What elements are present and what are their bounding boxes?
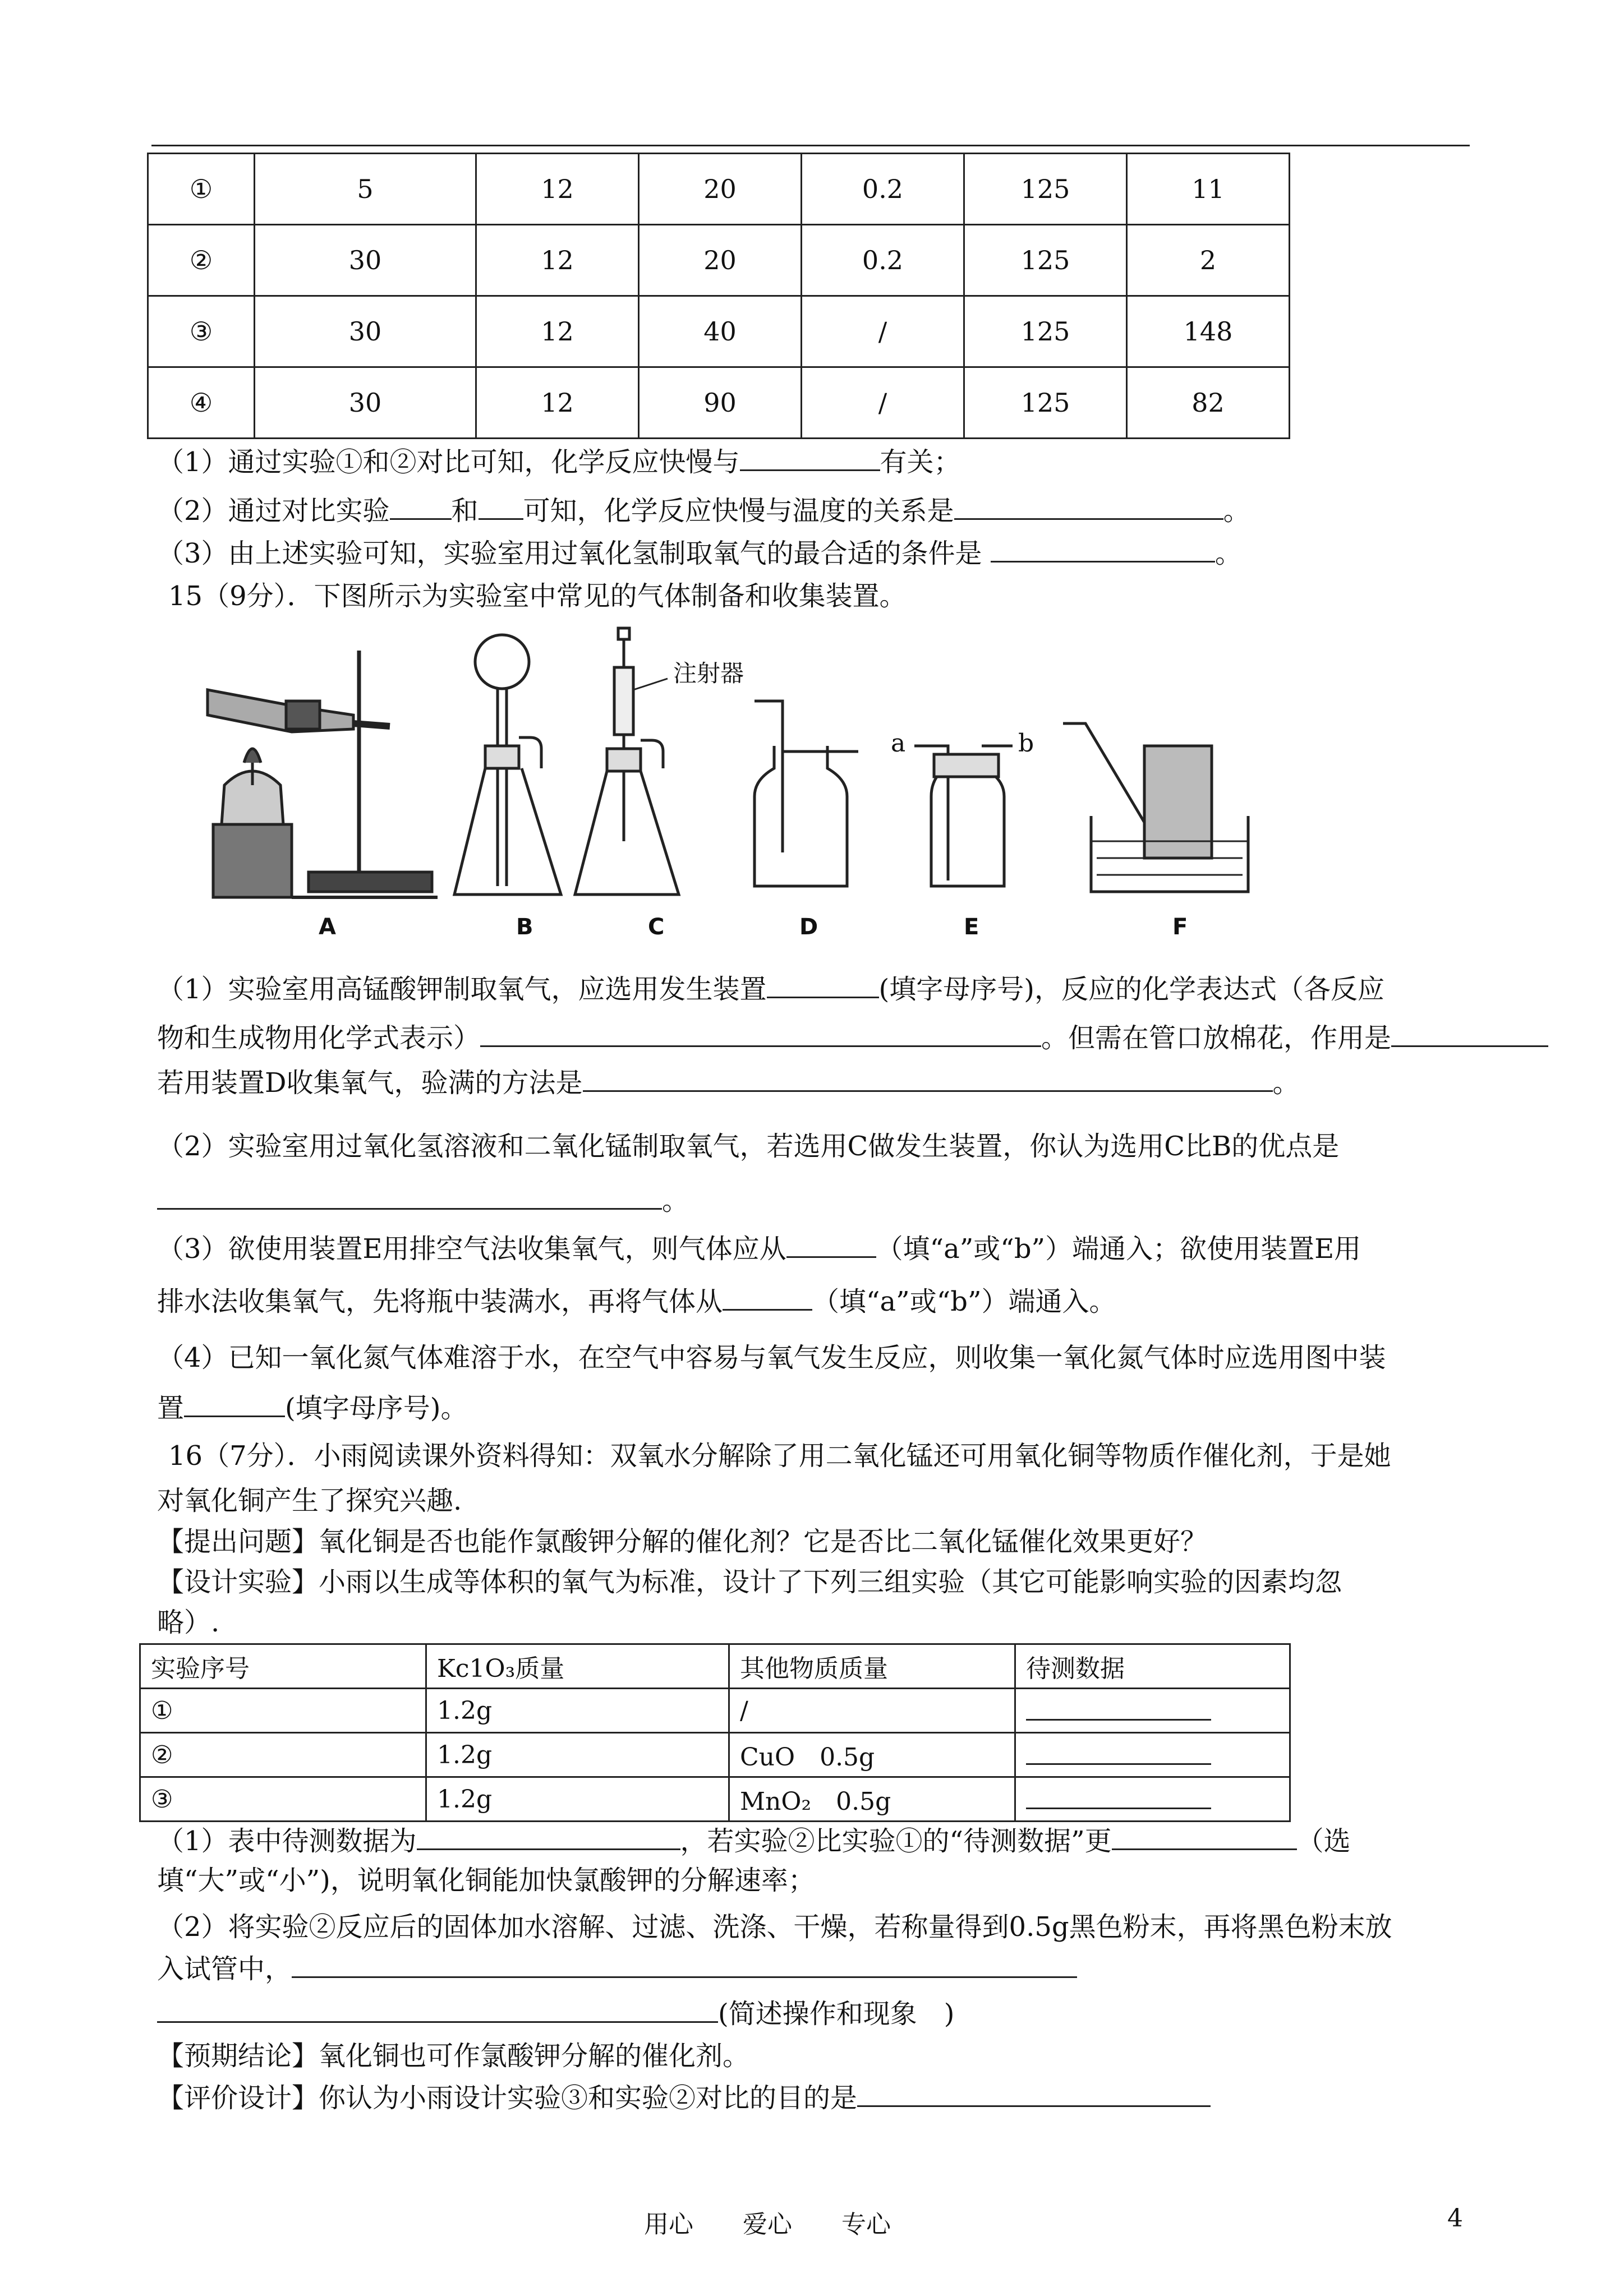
text: (填字母序号)。: [285, 1393, 468, 1424]
table-cell: 12: [476, 296, 639, 367]
table-row: [148, 367, 1290, 439]
label-a: A: [319, 914, 336, 940]
text: 物和生成物用化学式表示）: [157, 1022, 481, 1054]
q15-p4-line1: （4）已知一氧化氮气体难溶于水，在空气中容易与氧气发生反应，则收集一氧化氮气体时应选用图中装: [157, 1342, 1386, 1373]
port-b-label: b: [1018, 729, 1034, 758]
table-cell: 30: [255, 225, 476, 296]
apparatus-c: [575, 628, 679, 895]
answer-blank[interactable]: [1391, 1021, 1548, 1047]
table-cell: 125: [964, 367, 1127, 439]
text: 排水法收集氧气，先将瓶中装满水，再将气体从: [157, 1286, 723, 1317]
table-cell: 90: [639, 367, 802, 439]
table-cell: 148: [1127, 296, 1290, 367]
footer-motto: 用心 爱心 专心: [644, 2210, 891, 2239]
label-c: C: [648, 914, 665, 940]
text: 有关；: [880, 446, 961, 478]
q15-p3-line2: [157, 1284, 1116, 1319]
q16-design-2: 略）.: [157, 1607, 220, 1638]
text: 置: [157, 1393, 185, 1424]
answer-blank[interactable]: [157, 1997, 718, 2023]
answer-blank[interactable]: [1026, 1739, 1211, 1765]
table-cell: 20: [639, 225, 802, 296]
table-row: [140, 1689, 1290, 1733]
header-cell: 待测数据: [1015, 1644, 1290, 1689]
text: 若用装置D收集氧气，验满的方法是: [157, 1067, 583, 1099]
answer-blank[interactable]: [786, 1232, 876, 1258]
text: （1）通过实验①和②对比可知，化学反应快慢与: [157, 446, 740, 478]
table-cell: ④: [148, 367, 255, 439]
q16-a1-line2: 填“大”或“小”)，说明氧化铜能加快氯酸钾的分解速率；: [157, 1865, 815, 1896]
text: （1）表中待测数据为: [157, 1825, 417, 1857]
answer-blank[interactable]: [1026, 1783, 1211, 1809]
text: （1）实验室用高锰酸钾制取氧气，应选用发生装置: [157, 974, 767, 1005]
q15-p1-line2: [157, 1021, 1548, 1055]
q15-p1-line1: [157, 972, 1384, 1007]
header-cell: 实验序号: [140, 1644, 426, 1689]
text: （填“a”或“b”）端通入；欲使用装置E用: [876, 1233, 1361, 1265]
experiment-table-2: [139, 1643, 1291, 1822]
apparatus-d: [755, 701, 858, 886]
q15-p4-line2: [157, 1391, 467, 1426]
answer-blank[interactable]: [1026, 1694, 1211, 1721]
text: 。: [1272, 1067, 1300, 1099]
text: （2）通过对比实验: [157, 495, 390, 527]
table-cell: MnO₂ 0.5g: [729, 1777, 1015, 1822]
table-cell: 1.2g: [426, 1733, 729, 1777]
label-f: F: [1172, 914, 1188, 940]
table-cell: 5: [255, 154, 476, 225]
answer-cell[interactable]: [1015, 1689, 1290, 1733]
q14-line-3: [157, 536, 1242, 571]
table-cell: 2: [1127, 225, 1290, 296]
q16-a1-line1: [157, 1824, 1351, 1859]
table-cell: 12: [476, 154, 639, 225]
text: （选: [1296, 1825, 1351, 1857]
label-b: B: [516, 914, 533, 940]
text: ，若实验②比实验①的“待测数据”更: [680, 1825, 1112, 1857]
table-header-row: [140, 1644, 1290, 1689]
q16-a2-line3: [157, 1997, 954, 2031]
text: (简述操作和现象 ): [718, 1998, 955, 2030]
label-d: D: [799, 914, 818, 940]
apparatus-f: [1063, 723, 1248, 892]
answer-blank[interactable]: [991, 536, 1215, 563]
answer-blank[interactable]: [583, 1066, 1273, 1092]
table-cell: /: [802, 296, 964, 367]
label-e: E: [964, 914, 979, 940]
answer-blank[interactable]: [480, 1021, 1041, 1047]
q16-a2-line1: （2）将实验②反应后的固体加水溶解、过滤、洗涤、干燥，若称量得到0.5g黑色粉末，再将黑色粉末放: [157, 1911, 1392, 1943]
table-cell: 125: [964, 154, 1127, 225]
page-number: 4: [1447, 2204, 1463, 2233]
table-cell: 0.2: [802, 225, 964, 296]
q16-intro-1: 16（7分）．小雨阅读课外资料得知：双氧水分解除了用二氧化锰还可用氧化铜等物质作催化剂，于是她: [168, 1440, 1391, 1472]
text: 入试管中，: [157, 1953, 292, 1985]
answer-blank[interactable]: [417, 1824, 680, 1850]
apparatus-b: [454, 635, 561, 895]
table-cell: 125: [964, 225, 1127, 296]
text: 【评价设计】你认为小雨设计实验③和实验②对比的目的是: [157, 2082, 858, 2114]
table-cell: /: [729, 1689, 1015, 1733]
answer-blank[interactable]: [292, 1952, 1077, 1978]
table-cell: /: [802, 367, 964, 439]
table-cell: ③: [140, 1777, 426, 1822]
q14-line-2: [157, 494, 1250, 528]
gas-apparatus-diagram: [202, 617, 1324, 931]
header-cell: 其他物质质量: [729, 1644, 1015, 1689]
table-cell: ②: [140, 1733, 426, 1777]
table-cell: 20: [639, 154, 802, 225]
text: （3）欲使用装置E用排空气法收集氧气，则气体应从: [157, 1233, 786, 1265]
table-cell: ①: [148, 154, 255, 225]
table-cell: ③: [148, 296, 255, 367]
syringe-label: 注射器: [673, 660, 744, 687]
table-cell: 1.2g: [426, 1777, 729, 1822]
table-cell: 12: [476, 225, 639, 296]
table-row: [148, 296, 1290, 367]
table-row: [148, 225, 1290, 296]
table-cell: 11: [1127, 154, 1290, 225]
apparatus-e: [914, 746, 1013, 886]
table-cell: 0.2: [802, 154, 964, 225]
q16-conclusion: 【预期结论】氧化铜也可作氯酸钾分解的催化剂。: [157, 2040, 750, 2072]
answer-blank[interactable]: [390, 494, 452, 520]
text: 。: [662, 1185, 689, 1216]
answer-blank[interactable]: [479, 494, 523, 520]
q16-design-1: 【设计实验】小雨以生成等体积的氧气为标准，设计了下列三组实验（其它可能影响实验的因素均忽: [157, 1566, 1342, 1598]
apparatus-a: [208, 651, 438, 897]
answer-blank[interactable]: [740, 445, 880, 471]
table-cell: ①: [140, 1689, 426, 1733]
answer-blank[interactable]: [184, 1391, 285, 1417]
table-row: [140, 1777, 1290, 1822]
header-rule: [151, 145, 1470, 146]
table-cell: 82: [1127, 367, 1290, 439]
port-a-label: a: [891, 729, 906, 758]
table-cell: 40: [639, 296, 802, 367]
text: （3）由上述实验可知，实验室用过氧化氢制取氧气的最合适的条件是: [157, 538, 982, 569]
q16-question: 【提出问题】氧化铜是否也能作氯酸钾分解的催化剂？它是否比二氧化锰催化效果更好？: [157, 1526, 1208, 1557]
text: 可知，化学反应快慢与温度的关系是: [523, 495, 954, 527]
table-cell: CuO 0.5g: [729, 1733, 1015, 1777]
q15-p1-line3: [157, 1066, 1300, 1100]
text: 。: [1223, 495, 1250, 527]
answer-blank[interactable]: [1112, 1824, 1297, 1850]
text: (填字母序号)，反应的化学表达式（各反应: [878, 974, 1385, 1005]
text: 和: [451, 495, 479, 527]
table-cell: 1.2g: [426, 1689, 729, 1733]
table-cell: 30: [255, 296, 476, 367]
answer-cell[interactable]: [1015, 1733, 1290, 1777]
q15-p2-line2: [157, 1183, 689, 1218]
text: 。但需在管口放棉花，作用是: [1041, 1022, 1392, 1054]
table-cell: ②: [148, 225, 255, 296]
table-row: [148, 154, 1290, 225]
answer-blank[interactable]: [954, 494, 1223, 520]
header-cell: Kc1O₃质量: [426, 1644, 729, 1689]
table-cell: 125: [964, 296, 1127, 367]
text: 。: [1214, 538, 1242, 569]
answer-blank[interactable]: [723, 1284, 812, 1311]
q16-intro-2: 对氧化铜产生了探究兴趣.: [157, 1485, 462, 1516]
answer-cell[interactable]: [1015, 1777, 1290, 1822]
table-cell: 12: [476, 367, 639, 439]
text: （填“a”或“b”）端通入。: [812, 1286, 1116, 1317]
table-row: [140, 1733, 1290, 1777]
table-cell: 30: [255, 367, 476, 439]
q15-p3-line1: [157, 1232, 1361, 1266]
answer-blank[interactable]: [767, 972, 879, 998]
answer-blank[interactable]: [857, 2081, 1211, 2107]
q15-p2-line1: （2）实验室用过氧化氢溶液和二氧化锰制取氧气，若选用C做发生装置，你认为选用C比B的优点是: [157, 1131, 1340, 1162]
answer-blank[interactable]: [157, 1183, 662, 1210]
q14-line-1: [157, 445, 961, 480]
q16-a2-line2: [157, 1952, 1077, 1986]
q15-title: 15（9分）．下图所示为实验室中常见的气体制备和收集装置。: [168, 580, 907, 612]
experiment-table-1: [147, 153, 1290, 439]
q16-evaluate: [157, 2081, 1211, 2115]
